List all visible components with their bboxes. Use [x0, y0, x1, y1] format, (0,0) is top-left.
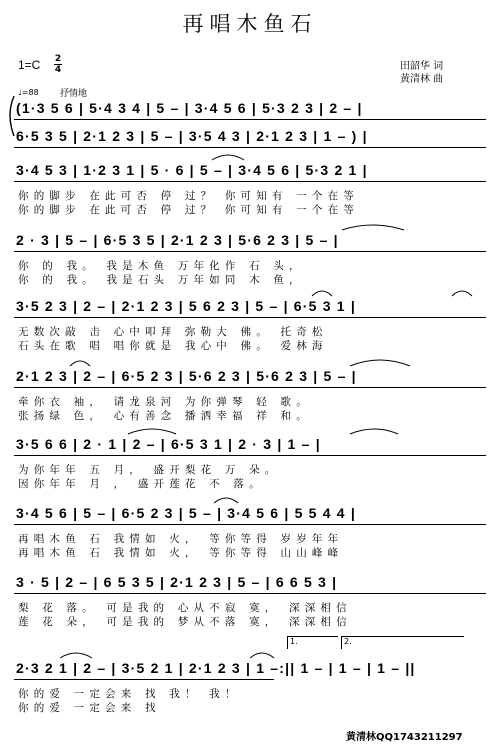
composer-credit: 黄清林 曲 — [400, 74, 444, 85]
lyrics-verse-2: 因你年年 月 ， 盛开莲花 不 落。 — [18, 478, 265, 490]
slur-mark — [342, 225, 404, 230]
time-signature — [54, 54, 62, 75]
score-row-10 — [0, 660, 500, 720]
lyrics-verse-2: 你 的 我。 我是石头 万年如同 木 鱼， — [18, 274, 305, 286]
lyrics-verse-1: 再唱木鱼 石 我情如 火， 等你等得 岁岁年年 — [18, 533, 344, 545]
notes-line: 2·1 2 3 | 2 – | 6·5 2 3 | 5·6 2 3 | 5·6 2 3 | 5 – | — [16, 368, 357, 384]
key-signature: 1=C — [18, 58, 41, 72]
slur-mark — [250, 653, 274, 658]
beam-line — [14, 181, 486, 182]
expression-mark: 抒情地 — [60, 89, 88, 99]
volta-first-bracket — [287, 636, 338, 649]
song-title: 再唱木鱼石 — [182, 12, 318, 36]
lyrics-verse-1: 你 的 我。 我是木鱼 万年化作 石 头， — [18, 260, 305, 272]
slur-mark — [350, 429, 398, 434]
lyrics-verse-2: 你的爱 一定会来 找 — [18, 702, 161, 714]
volta-first-label: 1. — [290, 637, 298, 646]
lyrics-verse-2: 莲 花 朵， 可是我的 梦从不落 寞， 深深相信 — [18, 616, 352, 628]
score-row-8 — [0, 505, 500, 565]
notes-line: 3·4 5 3 | 1·2 3 1 | 5 · 6 | 5 – | 3·4 5 6 | 5·3 2 1 | — [16, 162, 368, 178]
notes-line: 3·5 6 6 | 2 · 1 | 2 – | 6·5 3 1 | 2 · 3 | 1 – | — [16, 436, 321, 452]
notes-line: 2·3 2 1 | 2 – | 3·5 2 1 | 2·1 2 3 | 1 –:|| 1 – | 1 – | 1 – || — [16, 660, 416, 676]
score-row-9 — [0, 574, 500, 634]
notes-line: 3·5 2 3 | 2 – | 2·1 2 3 | 5 6 2 3 | 5 – | 6·5 3 1 | — [16, 298, 356, 314]
score-row-3 — [0, 162, 500, 222]
lyrics-verse-1: 为你年年 五 月， 盛开梨花 万 朵。 — [18, 464, 281, 476]
time-denominator: 4 — [54, 65, 62, 75]
slur-mark — [128, 429, 176, 434]
slur-mark — [60, 653, 92, 658]
beam-line — [14, 524, 486, 525]
lyrics-verse-1: 梨 花 落。 可是我的 心从不寂 寞， 深深相信 — [18, 602, 352, 614]
lyrics-verse-1: 你的脚步 在此可否 停 过？ 你可知有 一个在等 — [18, 190, 359, 202]
beam-line — [14, 455, 486, 456]
score-row-6 — [0, 368, 500, 428]
lyrics-verse-2: 你的脚步 在此可否 停 过？ 你可知有 一个在等 — [18, 204, 359, 216]
slur-mark — [350, 360, 410, 366]
notes-line: 2 · 3 | 5 – | 6·5 3 5 | 2·1 2 3 | 5·6 2 3 | 5 – | — [16, 232, 339, 248]
lyrics-verse-1: 无数次敲 击 心中叩拜 弥勒大 佛。 托奇松 — [18, 326, 328, 338]
notes-line: 6·5 3 5 | 2·1 2 3 | 5 – | 3·5 4 3 | 2·1 2 3 | 1 – ) | — [16, 128, 368, 144]
lyrics-verse-2: 张扬绿 色， 心有善念 播洒幸福 祥 和。 — [18, 410, 312, 422]
beam-line — [14, 679, 274, 680]
beam-line — [14, 147, 486, 148]
lyricist-credit: 田韶华 词 — [400, 61, 444, 72]
slur-mark — [70, 361, 90, 366]
lyrics-verse-2: 石头在歌 唱 唱你就是 我心中 佛。 爱林海 — [18, 340, 328, 352]
notes-line: 3 · 5 | 2 – | 6 5 3 5 | 2·1 2 3 | 5 – | 6 6 5 3 | — [16, 574, 338, 590]
beam-line — [14, 593, 486, 594]
footer-credit: 黄清林QQ1743211297 — [346, 732, 463, 743]
beam-line — [14, 119, 486, 120]
lyrics-verse-1: 你的爱 一定会来 找 我！ 我！ — [18, 688, 241, 700]
volta-second-bracket — [341, 636, 464, 649]
beam-line — [14, 251, 486, 252]
slur-mark — [214, 498, 238, 503]
notes-line: 3·4 5 6 | 5 – | 6·5 2 3 | 5 – | 3·4 5 6 | 5 5 4 4 | — [16, 505, 356, 521]
beam-line — [14, 317, 486, 318]
time-numerator: 2 — [54, 54, 62, 64]
volta-second-label: 2. — [344, 637, 352, 646]
score-row-7 — [0, 436, 500, 496]
lyrics-verse-1: 牵你衣 袖， 请龙泉河 为你弹琴 轻 歌。 — [18, 396, 312, 408]
score-row-4 — [0, 232, 500, 292]
lyrics-verse-2: 再唱木鱼 石 我情如 火， 等你等得 山山峰峰 — [18, 547, 344, 559]
tempo-mark: ♩=88 — [18, 88, 39, 97]
beam-line — [14, 387, 486, 388]
notes-line: (1·3 5 6 | 5·4 3 4 | 5 – | 3·4 5 6 | 5·3 2 3 | 2 – | — [16, 100, 363, 116]
score-row-5 — [0, 298, 500, 358]
